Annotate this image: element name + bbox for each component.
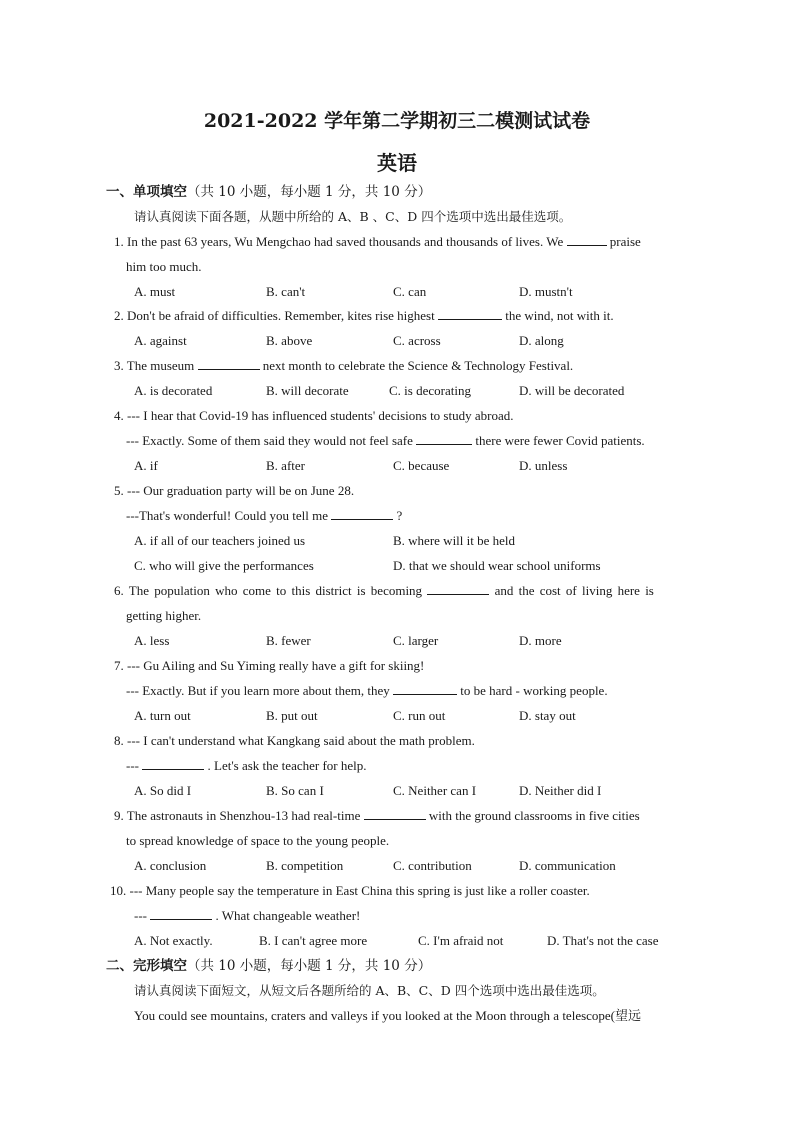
- question-3-options: [0, 382, 794, 400]
- stem-text: the wind, not with it.: [501, 308, 614, 323]
- option-c[interactable]: C. who will give the performances: [134, 558, 314, 573]
- option-c[interactable]: C. I'm afraid not: [418, 933, 504, 948]
- answer-blank: [567, 233, 607, 246]
- question-8-stem-line: [126, 757, 367, 775]
- question-7-stem-line: [114, 657, 424, 675]
- option-a[interactable]: A. if: [134, 458, 158, 473]
- exam-title: 2021-2022 学年第二学期初三二模测试试卷: [203, 110, 591, 132]
- stem-text: 3. The museum: [114, 358, 198, 373]
- stem-text: praise: [606, 234, 641, 249]
- stem-text: . Let's ask the teacher for help.: [204, 758, 367, 773]
- stem-text: next month to celebrate the Science & Technology Festival.: [259, 358, 574, 373]
- option-b[interactable]: B. fewer: [266, 633, 311, 648]
- section2-heading-note: （共 10 小题，每小题 1 分，共 10 分）: [187, 958, 432, 974]
- answer-blank: [427, 582, 489, 595]
- option-a[interactable]: A. So did I: [134, 783, 192, 798]
- option-d[interactable]: D. That's not the case: [547, 933, 659, 948]
- answer-blank: [438, 307, 502, 320]
- stem-text: to spread knowledge of space to the young people.: [126, 833, 390, 848]
- stem-text: 2. Don't be afraid of difficulties. Remember, kites rise highest: [114, 308, 438, 323]
- option-d[interactable]: D. unless: [519, 458, 568, 473]
- question-9-stem-line: [114, 807, 640, 825]
- question-5-stem-line: [126, 507, 402, 525]
- option-d[interactable]: D. more: [519, 633, 562, 648]
- stem-text: 5. --- Our graduation party will be on June 28.: [114, 483, 355, 498]
- option-a[interactable]: A. if all of our teachers joined us: [134, 533, 306, 548]
- question-7-options: [0, 707, 794, 725]
- option-a[interactable]: A. Not exactly.: [134, 933, 213, 948]
- stem-text: there were fewer Covid patients.: [472, 433, 645, 448]
- section2-heading: [106, 957, 431, 975]
- stem-text: 9. The astronauts in Shenzhou-13 had real-time: [114, 808, 364, 823]
- section1-heading-note: （共 10 小题，每小题 1 分，共 10 分）: [187, 184, 432, 200]
- stem-text: with the ground classrooms in five cities: [425, 808, 640, 823]
- option-d[interactable]: D. Neither did I: [519, 783, 602, 798]
- option-d[interactable]: D. communication: [519, 858, 616, 873]
- question-2-stem-line: [114, 307, 614, 325]
- question-9-stem-line: [126, 832, 389, 850]
- question-9-options: [0, 857, 794, 875]
- answer-blank: [150, 907, 212, 920]
- stem-text: ---That's wonderful! Could you tell me: [126, 508, 332, 523]
- option-c[interactable]: C. Neither can I: [393, 783, 477, 798]
- question-10-stem-line: [110, 882, 590, 900]
- stem-text: getting higher.: [126, 608, 202, 623]
- answer-blank: [142, 757, 204, 770]
- option-b[interactable]: B. above: [266, 333, 313, 348]
- question-5-options-row: [0, 557, 794, 575]
- stem-text: 4. --- I hear that Covid-19 has influenced students' decisions to study abroad.: [114, 408, 514, 423]
- stem-text: him too much.: [126, 259, 202, 274]
- option-a[interactable]: A. against: [134, 333, 187, 348]
- answer-blank: [393, 682, 457, 695]
- option-b[interactable]: B. after: [266, 458, 305, 473]
- stem-text: ---: [126, 758, 143, 773]
- option-c[interactable]: C. is decorating: [389, 383, 471, 398]
- option-a[interactable]: A. is decorated: [134, 383, 213, 398]
- question-1-options: [0, 283, 794, 301]
- option-b[interactable]: B. I can't agree more: [259, 933, 368, 948]
- stem-text: 10. --- Many people say the temperature in East China this spring is just like a roller coaster.: [110, 883, 590, 898]
- option-b[interactable]: B. can't: [266, 284, 306, 299]
- section2-heading-label: 二、完形填空: [106, 958, 187, 974]
- question-1-stem-line: [126, 258, 201, 276]
- option-d[interactable]: D. along: [519, 333, 564, 348]
- answer-blank: [416, 432, 472, 445]
- option-a[interactable]: A. turn out: [134, 708, 191, 723]
- question-6-stem-line: [126, 607, 201, 625]
- question-5-options-row: [0, 532, 794, 550]
- option-a[interactable]: A. conclusion: [134, 858, 207, 873]
- option-a[interactable]: A. must: [134, 284, 176, 299]
- question-6-options: [0, 632, 794, 650]
- answer-blank: [364, 807, 426, 820]
- stem-text: 1. In the past 63 years, Wu Mengchao had saved thousands and thousands of lives. We: [114, 234, 567, 249]
- question-6-stem-line: [114, 582, 654, 600]
- stem-text: . What changeable weather!: [212, 908, 361, 923]
- option-c[interactable]: C. larger: [393, 633, 439, 648]
- option-d[interactable]: D. stay out: [519, 708, 576, 723]
- question-3-stem-line: [114, 357, 573, 375]
- question-7-stem-line: [126, 682, 608, 700]
- option-d[interactable]: D. that we should wear school uniforms: [393, 558, 601, 573]
- option-b[interactable]: B. put out: [266, 708, 318, 723]
- stem-text: --- Exactly. Some of them said they would not feel safe: [126, 433, 417, 448]
- option-c[interactable]: C. across: [393, 333, 441, 348]
- stem-text: ?: [393, 508, 403, 523]
- stem-text: 8. --- I can't understand what Kangkang said about the math problem.: [114, 733, 475, 748]
- question-10-stem-line: [134, 907, 360, 925]
- question-8-stem-line: [114, 732, 475, 750]
- option-b[interactable]: B. So can I: [266, 783, 324, 798]
- subject-title: 英语: [377, 151, 417, 175]
- option-b[interactable]: B. will decorate: [266, 383, 349, 398]
- option-c[interactable]: C. run out: [393, 708, 446, 723]
- option-d[interactable]: D. mustn't: [519, 284, 573, 299]
- stem-text: ---: [134, 908, 151, 923]
- question-10-options: [0, 932, 794, 950]
- question-4-options: [0, 457, 794, 475]
- section1-heading-label: 一、单项填空: [106, 184, 187, 200]
- question-2-options: [0, 332, 794, 350]
- option-c[interactable]: C. can: [393, 284, 427, 299]
- option-c[interactable]: C. because: [393, 458, 450, 473]
- stem-text: 7. --- Gu Ailing and Su Yiming really have a gift for skiing!: [114, 658, 425, 673]
- question-4-stem-line: [114, 407, 513, 425]
- option-a[interactable]: A. less: [134, 633, 170, 648]
- answer-blank: [198, 357, 260, 370]
- stem-text: to be hard - working people.: [457, 683, 608, 698]
- question-5-stem-line: [114, 482, 354, 500]
- section1-instruction: 请认真阅读下面各题，从题中所给的 A、B 、C、D 四个选项中选出最佳选项。: [134, 209, 572, 224]
- stem-text: 6. The population who come to this district is becoming: [114, 583, 428, 598]
- option-b[interactable]: B. competition: [266, 858, 344, 873]
- answer-blank: [331, 507, 393, 520]
- question-8-options: [0, 782, 794, 800]
- question-4-stem-line: [126, 432, 645, 450]
- option-b[interactable]: B. where will it be held: [393, 533, 516, 548]
- stem-text: and the cost of living here is: [489, 583, 654, 598]
- option-c[interactable]: C. contribution: [393, 858, 472, 873]
- section2-instruction: 请认真阅读下面短文，从短文后各题所给的 A、B、C、D 四个选项中选出最佳选项。: [134, 983, 605, 998]
- stem-text: --- Exactly. But if you learn more about them, they: [126, 683, 394, 698]
- section1-heading: [106, 183, 431, 201]
- option-d[interactable]: D. will be decorated: [519, 383, 625, 398]
- passage-first-line: You could see mountains, craters and valleys if you looked at the Moon through a telescope(望远: [134, 1008, 642, 1023]
- question-1-stem-line: [114, 233, 641, 251]
